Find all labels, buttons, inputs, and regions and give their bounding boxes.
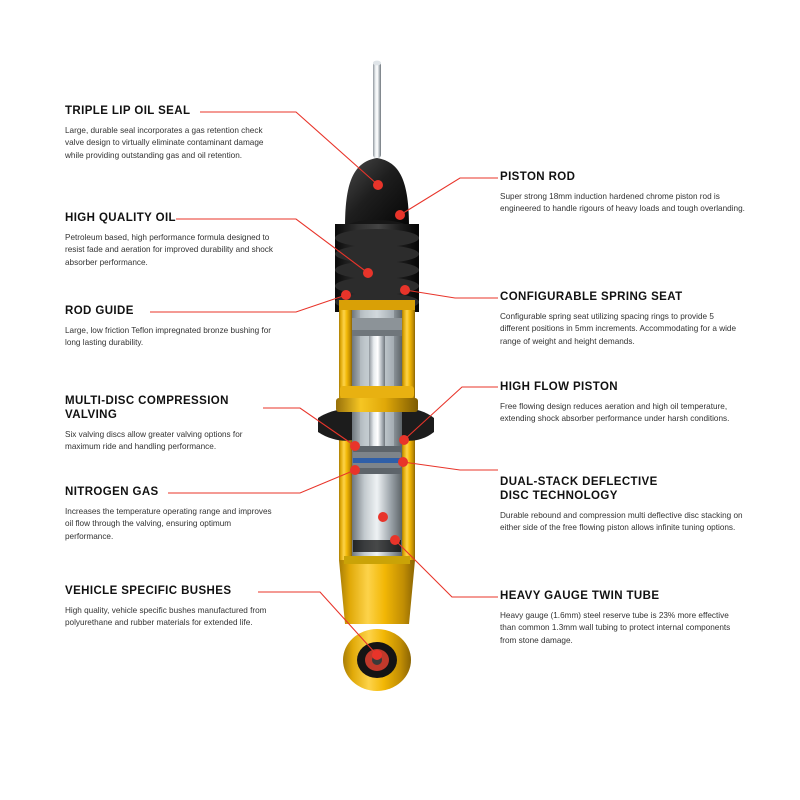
callout-vehicle-specific-bushes bbox=[65, 584, 280, 630]
product-body bbox=[318, 61, 434, 691]
callout-dual-stack-deflective-disc-technology bbox=[500, 475, 745, 535]
leader-lines bbox=[150, 112, 498, 655]
callout-body: Configurable spring seat utilizing spacing rings to provide 5 different positions in 5mm increments. Accommodating for a wide range of weight and height demands. bbox=[500, 312, 737, 346]
callout-body: Large, low friction Teflon impregnated bronze bushing for long lasting durability. bbox=[65, 326, 272, 348]
callout-title: ROD GUIDE bbox=[65, 305, 134, 317]
callout-nitrogen-gas bbox=[65, 485, 280, 543]
callout-title: HEAVY GAUGE TWIN TUBE bbox=[500, 590, 660, 602]
callout-title: PISTON ROD bbox=[500, 171, 576, 183]
callout-triple-lip-oil-seal bbox=[65, 104, 280, 162]
callout-title: TRIPLE LIP OIL SEAL bbox=[65, 105, 191, 117]
callout-title: CONFIGURABLE SPRING SEAT bbox=[500, 291, 683, 303]
callout-body: Durable rebound and compression multi deflective disc stacking on either side of the free flowing piston allows infinite tuning options. bbox=[500, 511, 743, 533]
callout-body: Six valving discs allow greater valving options for maximum ride and handling performance. bbox=[65, 430, 243, 452]
callout-piston-rod bbox=[500, 170, 745, 216]
callout-body: High quality, vehicle specific bushes manufactured from polyurethane and rubber materials for extended life. bbox=[65, 606, 267, 628]
callout-configurable-spring-seat bbox=[500, 290, 745, 348]
callout-body: Free flowing design reduces aeration and high oil temperature, extending shock absorber performance under harsh conditions. bbox=[500, 402, 730, 424]
callout-high-quality-oil bbox=[65, 211, 280, 269]
callout-high-flow-piston bbox=[500, 380, 745, 426]
callout-body: Petroleum based, high performance formula designed to resist fade and aeration for improved durability and shock absorber performance. bbox=[65, 233, 273, 267]
callout-title: HIGH QUALITY OIL bbox=[65, 212, 176, 224]
callout-title: NITROGEN GAS bbox=[65, 486, 159, 498]
callout-body: Super strong 18mm induction hardened chrome piston rod is engineered to handle rigours of heavy loads and tough overlanding. bbox=[500, 192, 745, 214]
callout-rod-guide bbox=[65, 304, 280, 350]
callout-title: HIGH FLOW PISTON bbox=[500, 381, 618, 393]
callout-body: Large, durable seal incorporates a gas retention check valve design to virtually eliminate contaminant damage while providing outstanding gas and oil retention. bbox=[65, 126, 264, 160]
callout-title: VEHICLE SPECIFIC BUSHES bbox=[65, 585, 232, 597]
piston-assembly bbox=[353, 446, 401, 474]
callout-body: Heavy gauge (1.6mm) steel reserve tube is 23% more effective than common 1.3mm wall tubing to protect internal components from stone damage. bbox=[500, 611, 731, 645]
callout-heavy-gauge-twin-tube bbox=[500, 589, 745, 647]
callout-body: Increases the temperature operating range and improves oil flow through the valving, ensuring optimum performance. bbox=[65, 507, 272, 541]
callout-title: MULTI-DISC COMPRESSION VALVING bbox=[65, 395, 229, 421]
callout-multi-disc-compression-valving bbox=[65, 394, 280, 454]
callout-title: DUAL-STACK DEFLECTIVE DISC TECHNOLOGY bbox=[500, 476, 658, 502]
